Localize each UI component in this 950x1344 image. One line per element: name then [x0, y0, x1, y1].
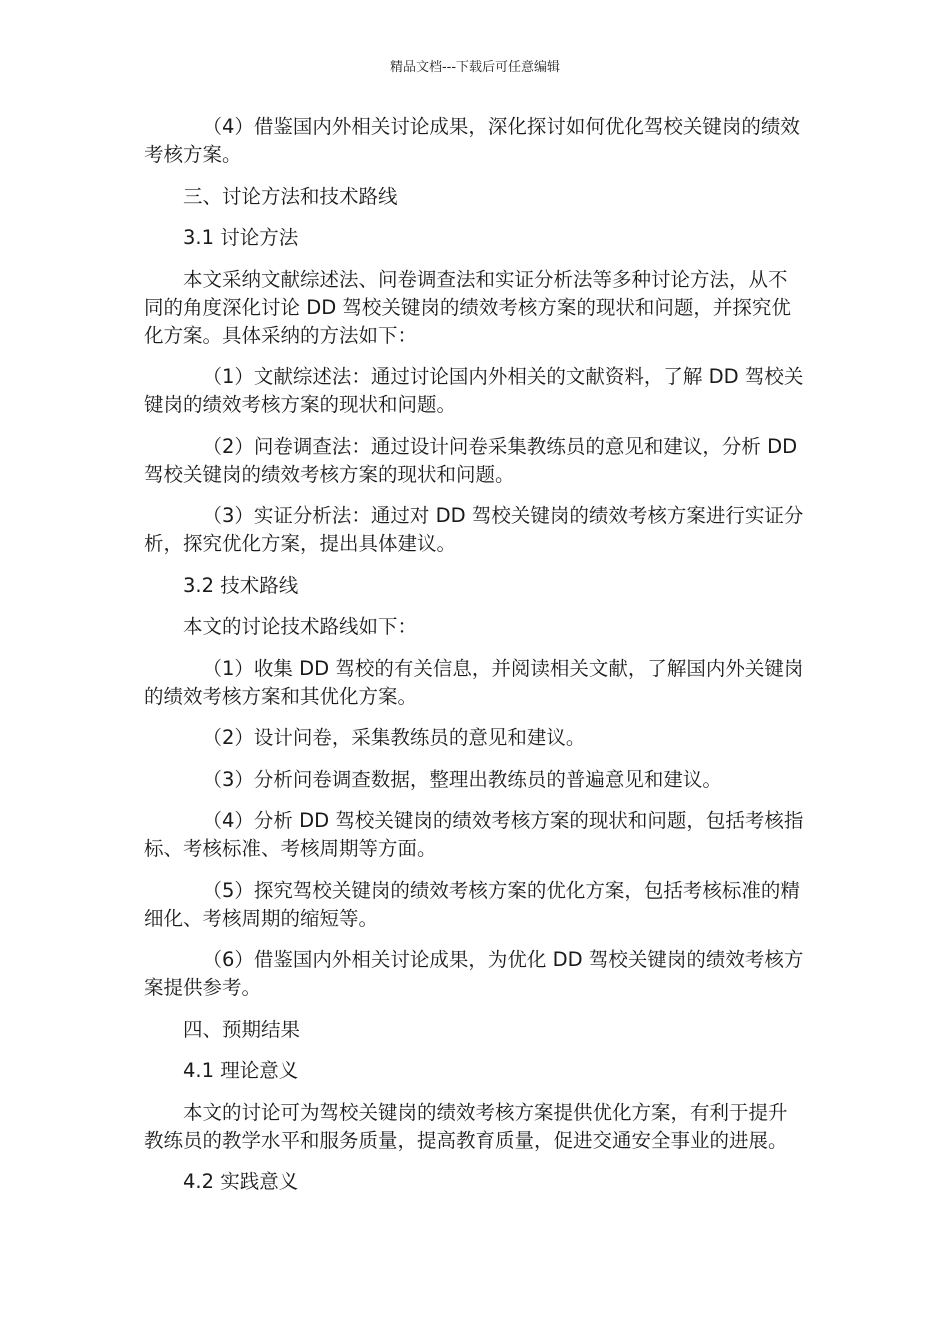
- list-item: （3）实证分析法：通过对 DD 驾校关键岗的绩效考核方案进行实证分析，探究优化方案，提出具体建议。: [144, 504, 804, 555]
- page-header: 精品文档---下载后可任意编辑: [389, 60, 561, 75]
- list-item: （2）问卷调查法：通过设计问卷采集教练员的意见和建议，分析 DD 驾校关键岗的绩效考核方案的现状和问题。: [144, 434, 798, 486]
- section-heading: 三、讨论方法和技术路线: [183, 184, 398, 208]
- subsection-heading: 3.1 讨论方法: [183, 226, 299, 249]
- list-item: （5）探究驾校关键岗的绩效考核方案的优化方案，包括考核标准的精细化、考核周期的缩短等。: [144, 878, 800, 930]
- paragraph: 本文的讨论技术路线如下：: [183, 615, 418, 638]
- subsection-heading: 4.1 理论意义: [183, 1059, 299, 1082]
- list-item: （1）收集 DD 驾校的有关信息，并阅读相关文献，了解国内外关键岗的绩效考核方案和其优化方案。: [144, 656, 804, 708]
- subsection-heading: 4.2 实践意义: [183, 1170, 299, 1193]
- list-item: （2）设计问卷，采集教练员的意见和建议。: [202, 726, 586, 749]
- list-item: （6）借鉴国内外相关讨论成果，为优化 DD 驾校关键岗的绩效考核方案提供参考。: [144, 948, 804, 999]
- list-item: （3）分析问卷调查数据，整理出教练员的普遍意见和建议。: [202, 767, 722, 791]
- subsection-heading: 3.2 技术路线: [183, 573, 299, 597]
- paragraph: （4）借鉴国内外相关讨论成果，深化探讨如何优化驾校关键岗的绩效考核方案。: [144, 115, 800, 166]
- section-heading: 四、预期结果: [183, 1017, 301, 1041]
- paragraph: 本文的讨论可为驾校关键岗的绩效考核方案提供优化方案，有利于提升教练员的教学水平和服务质量，提高教育质量，促进交通安全事业的进展。: [144, 1100, 788, 1152]
- document-body: [144, 113, 806, 1210]
- paragraph: 本文采纳文献综述法、问卷调查法和实证分析法等多种讨论方法，从不同的角度深化讨论 DD 驾校关键岗的绩效考核方案的现状和问题，并探究优化方案。具体采纳的方法如下：: [144, 267, 791, 347]
- list-item: （4）分析 DD 驾校关键岗的绩效考核方案的现状和问题，包括考核指标、考核标准、考核周期等方面。: [144, 809, 804, 860]
- list-item: （1）文献综述法：通过讨论国内外相关的文献资料，了解 DD 驾校关键岗的绩效考核方案的现状和问题。: [144, 365, 804, 416]
